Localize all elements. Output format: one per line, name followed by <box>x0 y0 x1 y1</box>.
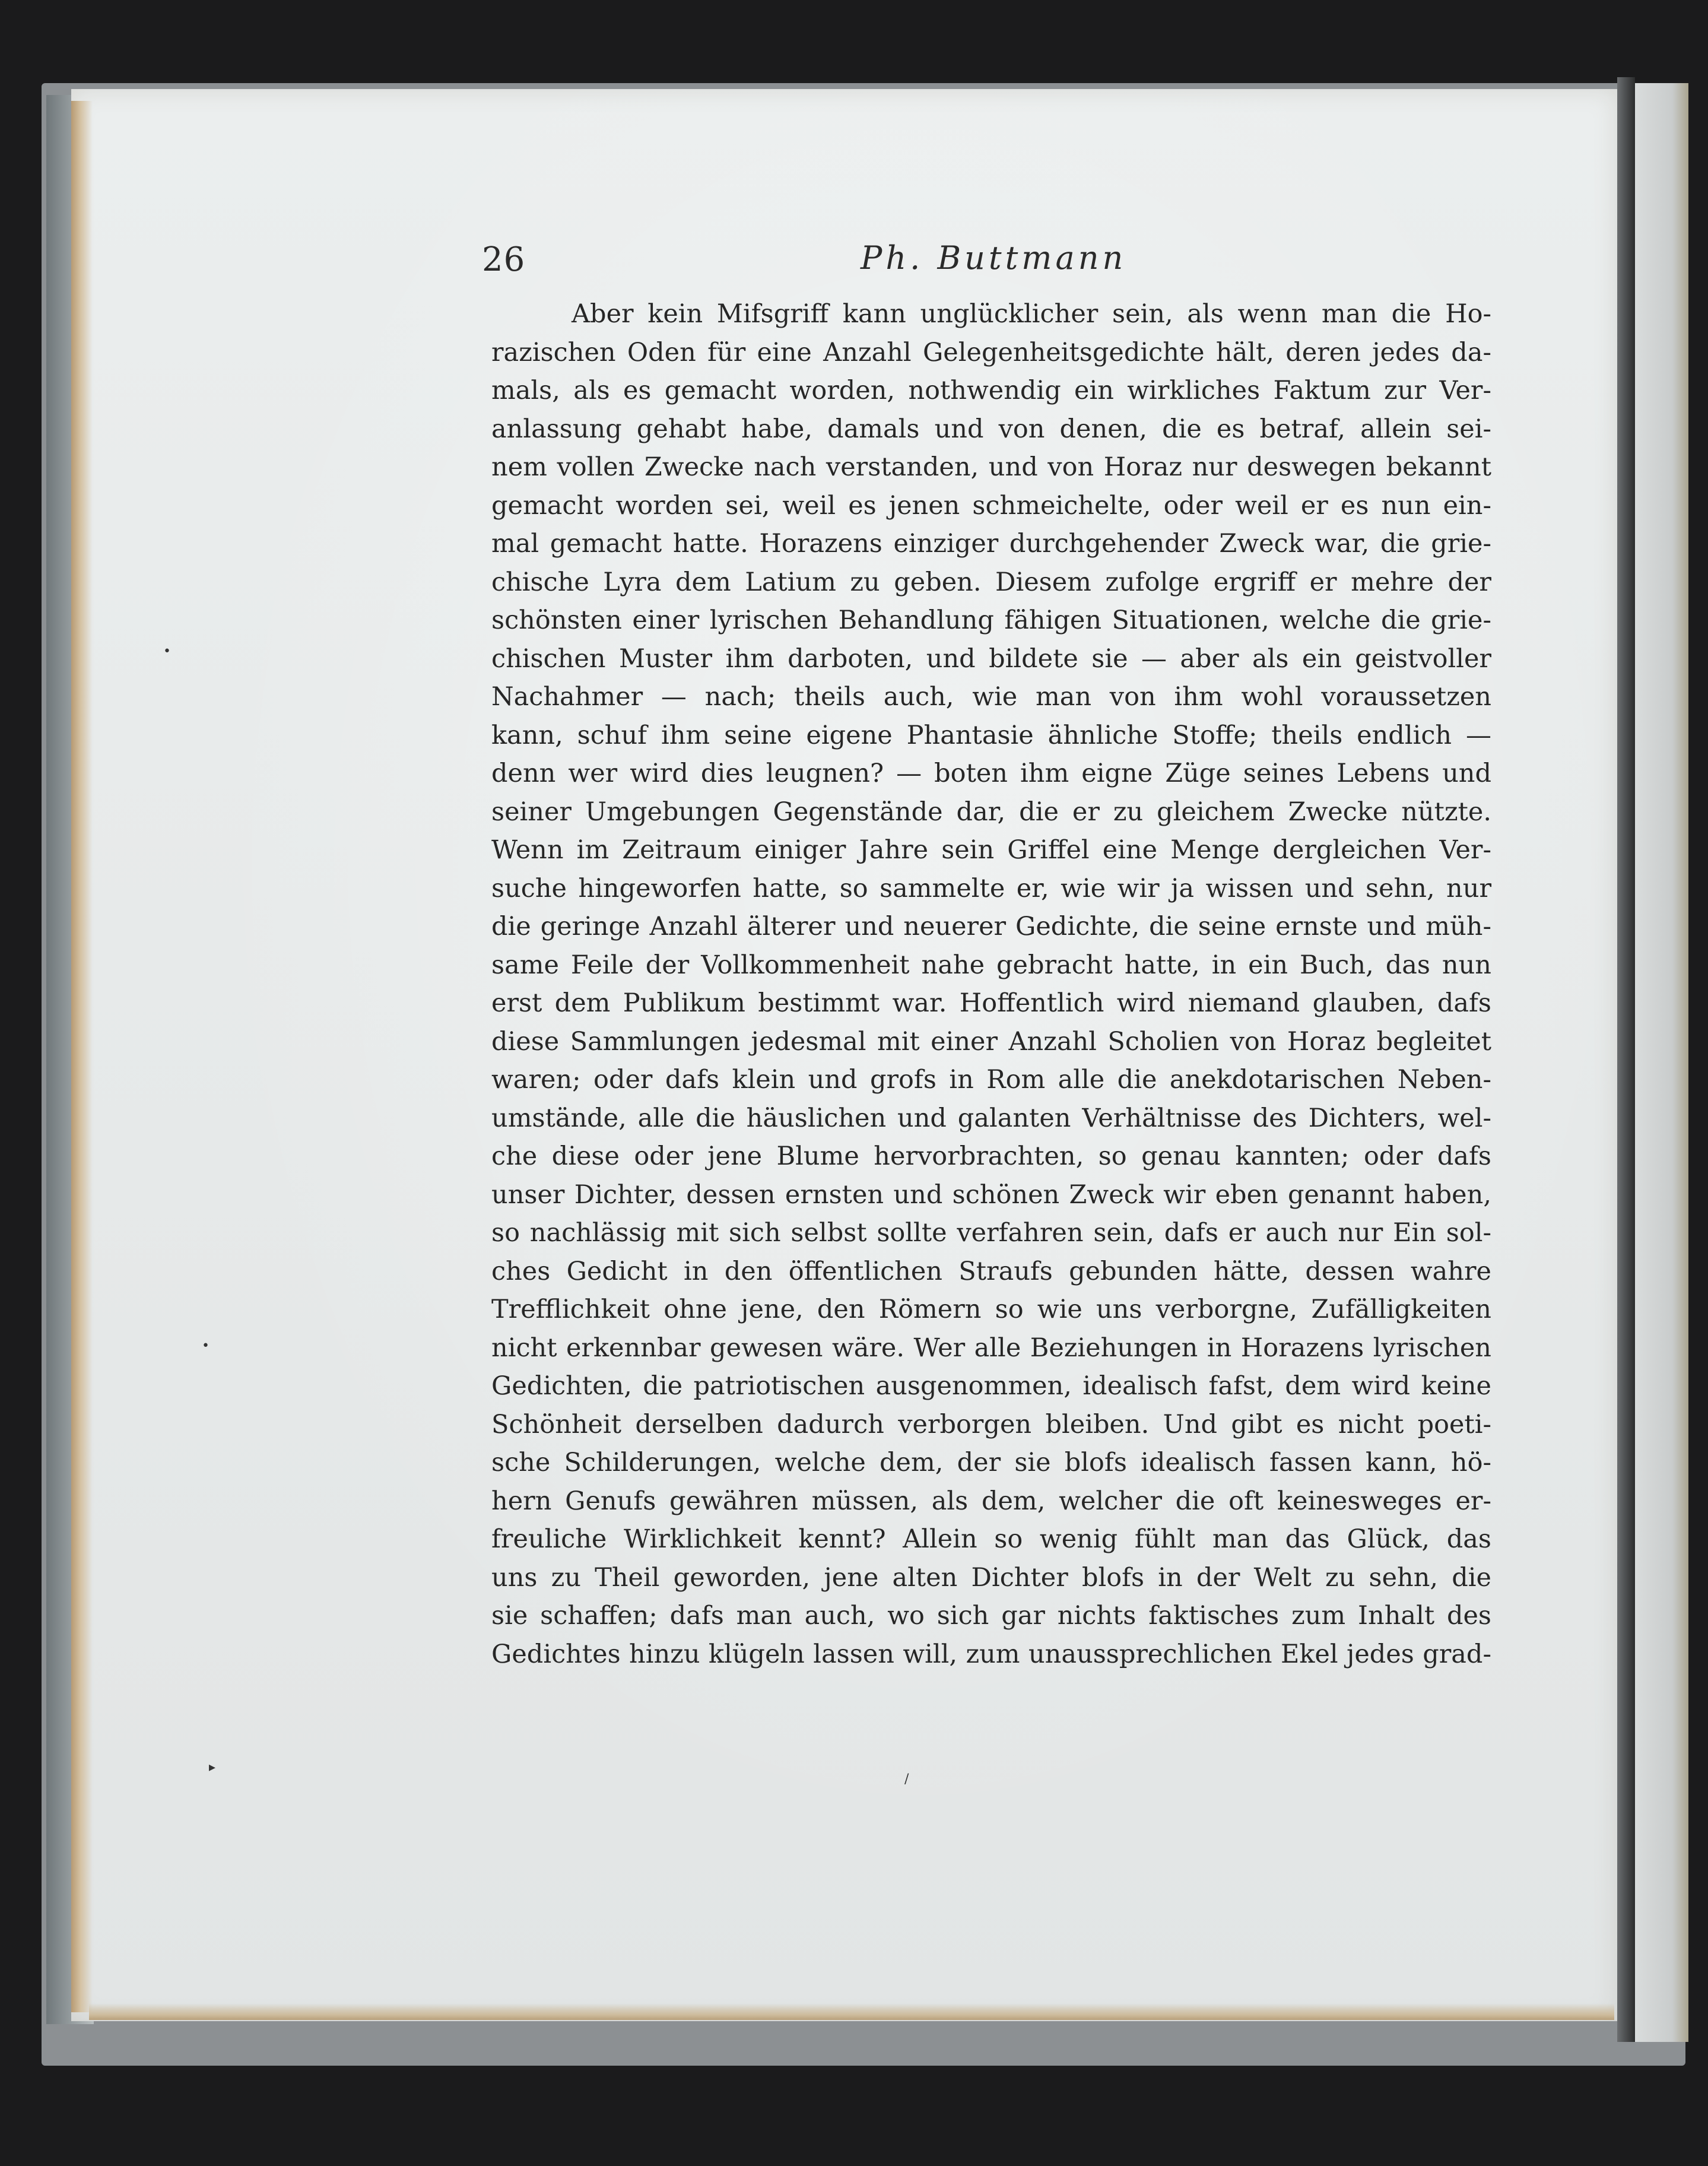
text-line: Aber kein Mifsgriff kann unglücklicher sein, als wenn man die Ho- <box>572 299 1491 329</box>
paper-speck: ▸ <box>209 1760 216 1775</box>
text-line: denn wer wird dies leugnen? — boten ihm eigne Züge seines Lebens und <box>491 759 1491 788</box>
text-line: suche hingeworfen hatte, so sammelte er, wie wir ja wissen und sehn, nur <box>491 873 1491 903</box>
text-line: Gedichtes hinzu klügeln lassen will, zum unaussprechlichen Ekel jedes grad- <box>491 1639 1491 1669</box>
text-line: die geringe Anzahl älterer und neuerer Gedichte, die seine ernste und müh- <box>491 912 1491 941</box>
text-line: Trefflichkeit ohne jene, den Römern so wie uns verborgne, Zufälligkeiten <box>491 1295 1491 1324</box>
book-gutter <box>1617 77 1635 2042</box>
page-aged-edge-bottom <box>89 2003 1614 2020</box>
text-line: gemacht worden sei, weil es jenen schmeichelte, oder weil er es nun ein- <box>491 490 1491 521</box>
text-line: nicht erkennbar gewesen wäre. Wer alle Beziehungen in Horazens lyrischen <box>491 1333 1491 1363</box>
text-line: kann, schuf ihm seine eigene Phantasie ähnliche Stoffe; theils endlich — <box>491 720 1491 750</box>
text-line: Wenn im Zeitraum einiger Jahre sein Griffel eine Menge dergleichen Ver- <box>491 835 1491 865</box>
text-line: freuliche Wirklichkeit kennt? Allein so wenig fühlt man das Glück, das <box>491 1524 1491 1554</box>
text-line: ches Gedicht in den öffentlichen Straufs gebunden hätte, dessen wahre <box>491 1256 1491 1286</box>
text-line: seiner Umgebungen Gegenstände dar, die er zu gleichem Zwecke nützte. <box>491 797 1491 827</box>
text-line: Gedichten, die patriotischen ausgenommen, idealisch fafst, dem wird keine <box>491 1371 1491 1401</box>
text-line: unser Dichter, dessen ernsten und schönen Zweck wir eben genannt haben, <box>491 1179 1491 1210</box>
text-line: che diese oder jene Blume hervorbrachten, so genau kannten; oder dafs <box>491 1141 1491 1171</box>
paper-speck: • <box>163 644 171 659</box>
text-line: diese Sammlungen jedesmal mit einer Anzahl Scholien von Horaz begleitet <box>491 1026 1491 1057</box>
text-line: chischen Muster ihm darboten, und bildete sie — aber als ein geistvoller <box>491 643 1491 674</box>
text-line: mals, als es gemacht worden, nothwendig ein wirkliches Faktum zur Ver- <box>491 376 1491 405</box>
page-number: 26 <box>482 240 526 279</box>
text-line: chische Lyra dem Latium zu geben. Diesem zufolge ergriff er mehre der <box>491 567 1491 597</box>
text-line: so nachlässig mit sich selbst sollte verfahren sein, dafs er auch nur Ein sol- <box>491 1218 1491 1248</box>
text-line: uns zu Theil geworden, jene alten Dichter blofs in der Welt zu sehn, die <box>491 1562 1491 1593</box>
text-line: nem vollen Zwecke nach verstanden, und von Horaz nur deswegen bekannt <box>491 452 1491 482</box>
text-line: same Feile der Vollkommenheit nahe gebracht hatte, in ein Buch, das nun <box>491 950 1491 980</box>
text-line: Schönheit derselben dadurch verborgen bleiben. Und gibt es nicht poeti- <box>491 1409 1491 1439</box>
text-line: razischen Oden für eine Anzahl Gelegenheitsgedichte hält, deren jedes da- <box>491 337 1491 367</box>
page-aged-edge-left <box>71 101 93 2012</box>
running-head <box>0 234 1708 288</box>
text-line: sie schaffen; dafs man auch, wo sich gar nichts faktisches zum Inhalt des <box>491 1601 1491 1631</box>
text-line: anlassung gehabt habe, damals und von denen, die es betraf, allein sei- <box>491 414 1491 444</box>
running-head-author: Ph. Buttmann <box>861 239 1127 277</box>
facing-page-edge <box>1635 83 1688 2042</box>
text-line: umstände, alle die häuslichen und galanten Verhältnisse des Dichters, wel- <box>491 1103 1491 1133</box>
body-text <box>491 295 1491 1673</box>
text-line: waren; oder dafs klein und grofs in Rom alle die anekdotarischen Neben- <box>491 1065 1491 1095</box>
text-line: Nachahmer — nach; theils auch, wie man von ihm wohl voraussetzen <box>491 682 1491 712</box>
text-line: erst dem Publikum bestimmt war. Hoffentlich wird niemand glauben, dafs <box>491 988 1491 1018</box>
text-line: schönsten einer lyrischen Behandlung fähigen Situationen, welche die grie- <box>491 605 1491 635</box>
paper-speck: • <box>202 1339 209 1353</box>
paper-speck: / <box>904 1772 909 1787</box>
text-line: hern Genufs gewähren müssen, als dem, welcher die oft keinesweges er- <box>491 1486 1491 1516</box>
text-line: sche Schilderungen, welche dem, der sie blofs idealisch fassen kann, hö- <box>491 1448 1491 1477</box>
text-line: mal gemacht hatte. Horazens einziger durchgehender Zweck war, die grie- <box>491 529 1491 559</box>
